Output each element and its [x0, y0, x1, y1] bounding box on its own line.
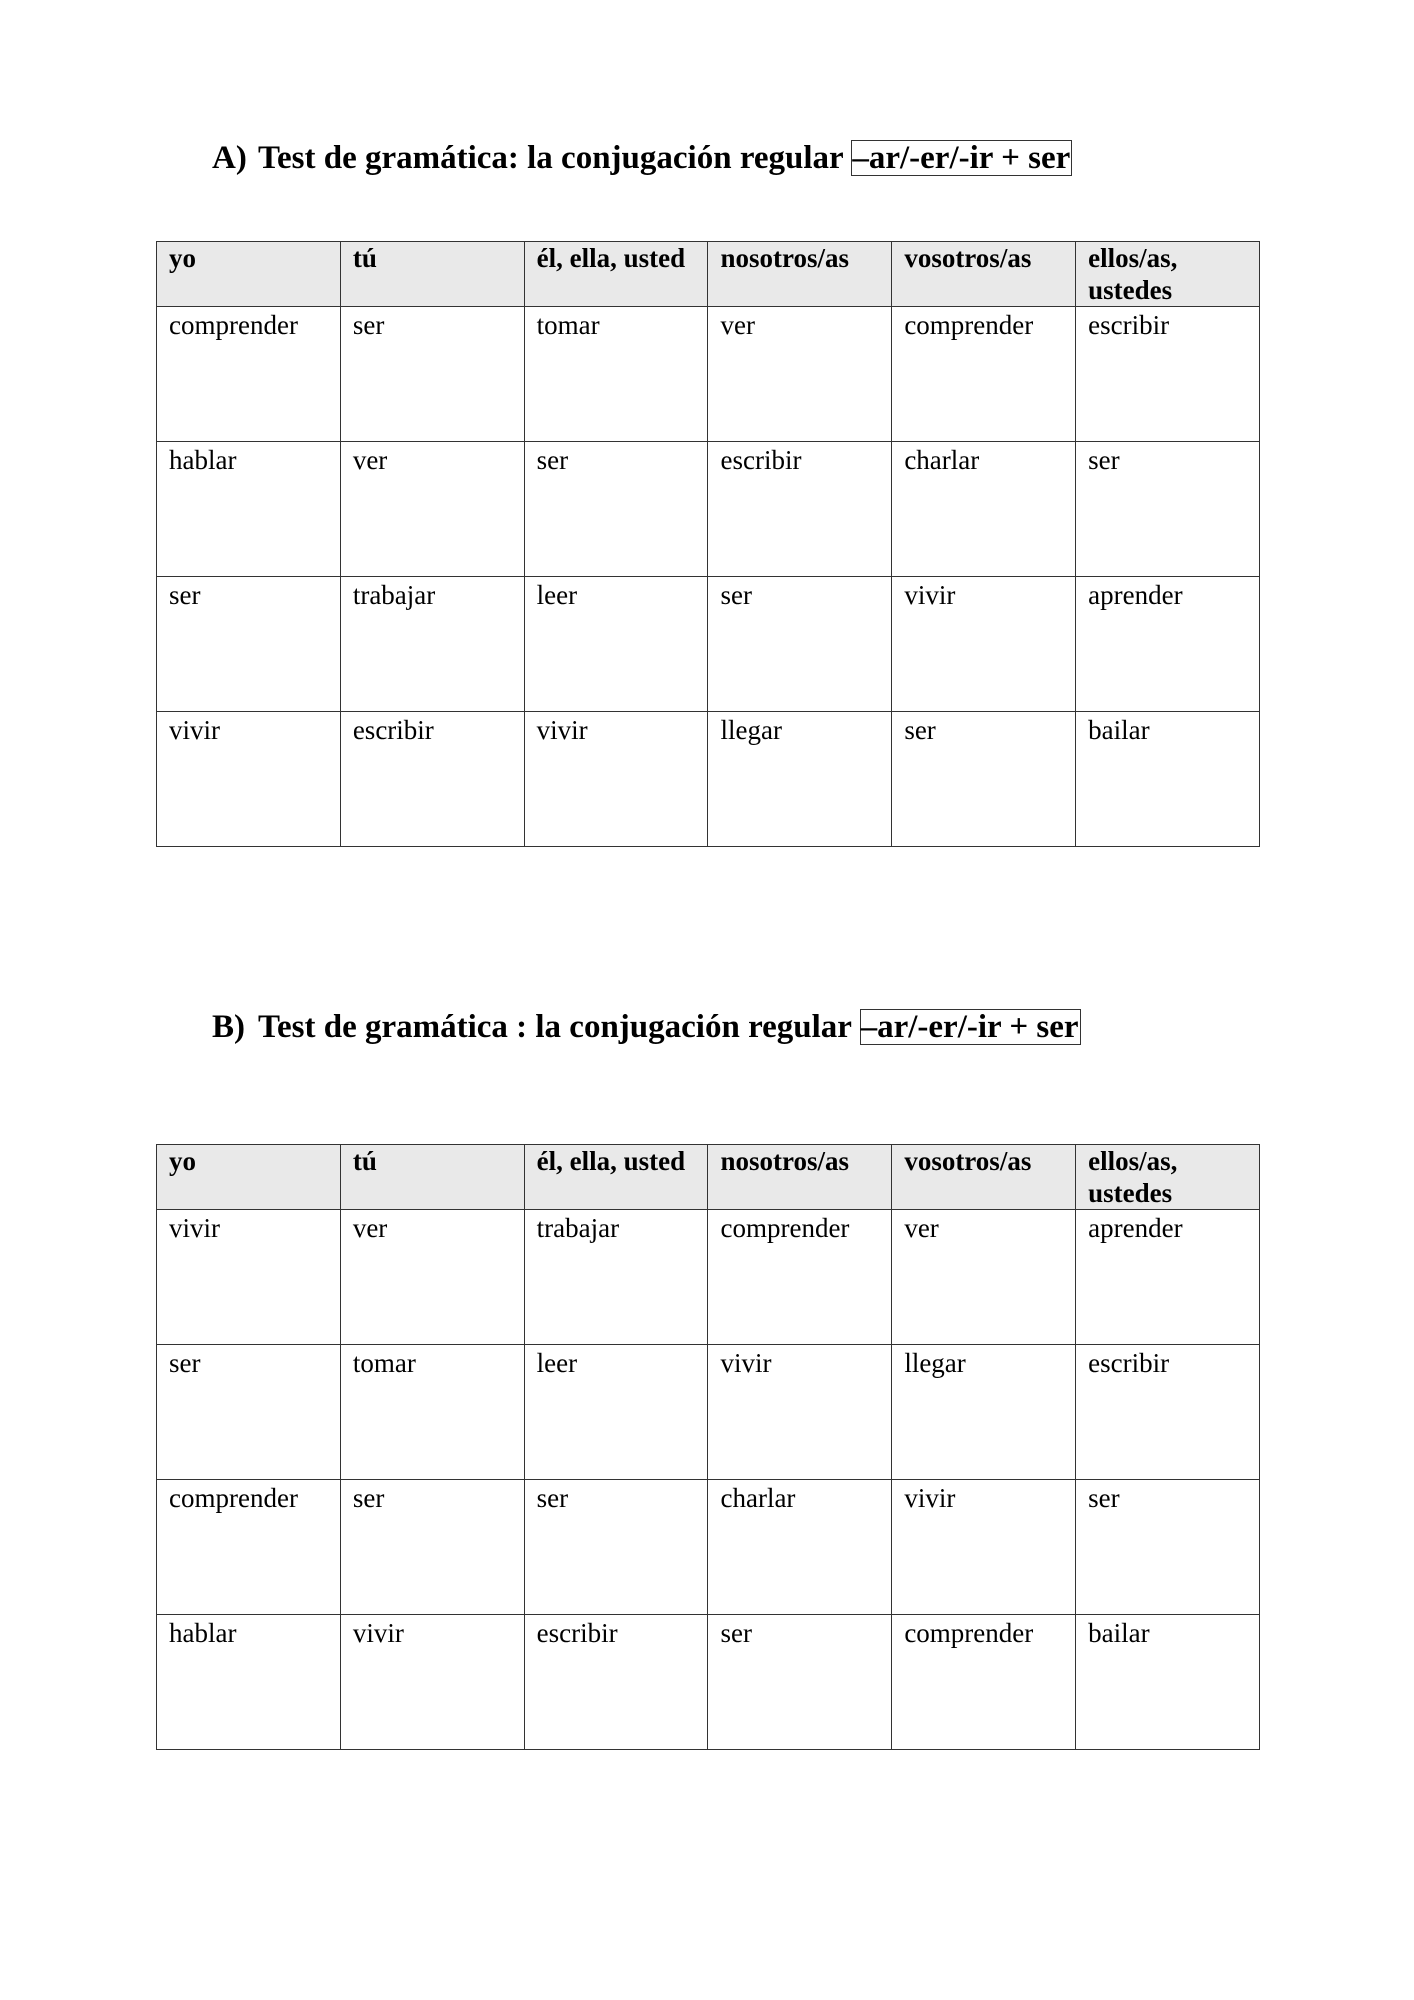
table-cell: hablar: [157, 1615, 341, 1750]
table-cell: ser: [524, 1480, 708, 1615]
table-cell: ser: [1076, 442, 1260, 577]
table-cell: ser: [892, 712, 1076, 847]
test-a-title: Test de gramática: la conjugación regular: [258, 140, 852, 176]
table-row: [157, 1480, 1260, 1615]
table-cell: comprender: [157, 1480, 341, 1615]
table-cell: aprender: [1076, 1210, 1260, 1345]
table-cell: ser: [157, 577, 341, 712]
table-cell: comprender: [892, 1615, 1076, 1750]
table-row: [157, 577, 1260, 712]
table-cell: vivir: [892, 1480, 1076, 1615]
header-vosotros: vosotros/as: [892, 1145, 1076, 1210]
table-cell: ser: [708, 1615, 892, 1750]
header-el-ella-usted: él, ella, usted: [524, 242, 708, 307]
table-row: [157, 1615, 1260, 1750]
header-yo: yo: [157, 1145, 341, 1210]
table-cell: ver: [708, 307, 892, 442]
header-ellos-ustedes: ellos/as, ustedes: [1076, 242, 1260, 307]
table-cell: trabajar: [524, 1210, 708, 1345]
table-row: [157, 307, 1260, 442]
table-row: [157, 442, 1260, 577]
test-a-boxed-endings: –ar/-er/-ir + ser: [852, 140, 1071, 176]
header-el-ella-usted: él, ella, usted: [524, 1145, 708, 1210]
table-cell: escribir: [1076, 307, 1260, 442]
test-a-table: [156, 241, 1260, 847]
table-cell: ser: [524, 442, 708, 577]
header-ellos-ustedes: ellos/as, ustedes: [1076, 1145, 1260, 1210]
table-cell: escribir: [1076, 1345, 1260, 1480]
table-cell: ser: [1076, 1480, 1260, 1615]
table-cell: bailar: [1076, 712, 1260, 847]
table-row: [157, 1345, 1260, 1480]
test-b-boxed-endings: –ar/-er/-ir + ser: [860, 1009, 1079, 1045]
table-cell: ser: [340, 307, 524, 442]
table-cell: escribir: [708, 442, 892, 577]
test-a-letter: A): [212, 140, 247, 176]
table-cell: ser: [340, 1480, 524, 1615]
table-cell: bailar: [1076, 1615, 1260, 1750]
table-cell: vivir: [524, 712, 708, 847]
table-cell: vivir: [340, 1615, 524, 1750]
table-cell: tomar: [340, 1345, 524, 1480]
table-cell: leer: [524, 1345, 708, 1480]
test-a-heading: [212, 138, 1072, 178]
table-cell: llegar: [892, 1345, 1076, 1480]
table-cell: comprender: [708, 1210, 892, 1345]
header-nosotros: nosotros/as: [708, 242, 892, 307]
table-cell: charlar: [892, 442, 1076, 577]
table-cell: leer: [524, 577, 708, 712]
table-cell: tomar: [524, 307, 708, 442]
table-cell: charlar: [708, 1480, 892, 1615]
table-header-row: [157, 242, 1260, 307]
table-cell: comprender: [157, 307, 341, 442]
table-cell: ser: [157, 1345, 341, 1480]
table-cell: escribir: [524, 1615, 708, 1750]
table-cell: trabajar: [340, 577, 524, 712]
test-b-letter: B): [212, 1009, 245, 1045]
table-row: [157, 1210, 1260, 1345]
table-cell: ver: [340, 1210, 524, 1345]
table-cell: llegar: [708, 712, 892, 847]
header-nosotros: nosotros/as: [708, 1145, 892, 1210]
table-cell: ver: [892, 1210, 1076, 1345]
test-b-table: [156, 1144, 1260, 1750]
table-cell: hablar: [157, 442, 341, 577]
header-vosotros: vosotros/as: [892, 242, 1076, 307]
table-cell: ser: [708, 577, 892, 712]
table-cell: ver: [340, 442, 524, 577]
table-cell: vivir: [708, 1345, 892, 1480]
table-cell: aprender: [1076, 577, 1260, 712]
table-cell: escribir: [340, 712, 524, 847]
test-b-title: Test de gramática : la conjugación regular: [258, 1009, 860, 1045]
table-cell: vivir: [892, 577, 1076, 712]
table-cell: comprender: [892, 307, 1076, 442]
test-b-heading: [212, 1007, 1081, 1047]
header-tu: tú: [340, 1145, 524, 1210]
header-yo: yo: [157, 242, 341, 307]
header-tu: tú: [340, 242, 524, 307]
table-row: [157, 712, 1260, 847]
table-cell: vivir: [157, 712, 341, 847]
table-header-row: [157, 1145, 1260, 1210]
table-cell: vivir: [157, 1210, 341, 1345]
